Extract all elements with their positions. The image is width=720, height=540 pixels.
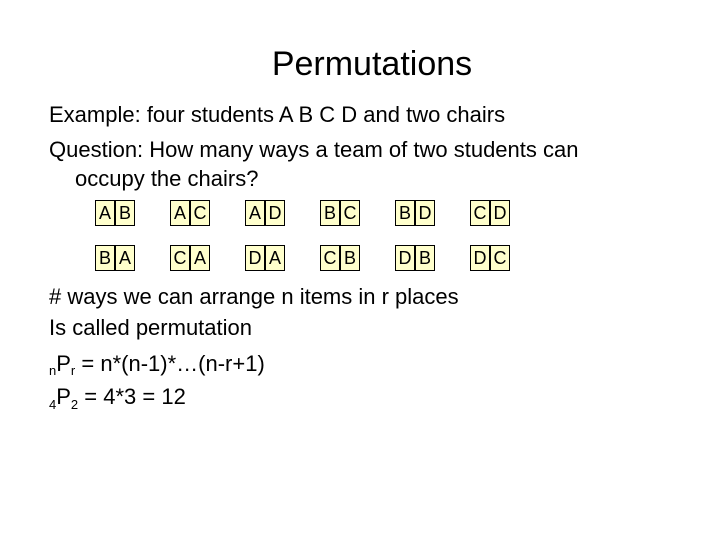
student-pair — [245, 245, 313, 269]
student-pair — [170, 245, 238, 269]
student-pair — [320, 200, 388, 224]
second-chair-cell: A — [115, 245, 135, 271]
second-chair-cell: B — [115, 200, 135, 226]
second-chair-cell: C — [490, 245, 510, 271]
student-pair — [470, 200, 538, 224]
student-pair — [395, 200, 463, 224]
second-chair-cell: D — [490, 200, 510, 226]
student-pair — [320, 245, 388, 269]
first-chair-cell: C — [170, 245, 190, 271]
slide-title: Permutations — [271, 45, 473, 83]
formula-rest: = n*(n-1)*…(n-r+1) — [75, 351, 265, 376]
question-text-line1: Question: How many ways a team of two students can — [49, 137, 579, 162]
student-pair — [395, 245, 463, 269]
formula-p: P — [56, 351, 71, 376]
first-chair-cell: D — [470, 245, 490, 271]
example-n-subscript: 4 — [49, 397, 57, 412]
first-chair-cell: B — [95, 245, 115, 271]
called-permutation-text: Is called permutation — [49, 315, 252, 340]
ways-text: # ways we can arrange n items in r places — [49, 284, 459, 309]
second-chair-cell: A — [190, 245, 210, 271]
second-chair-cell: B — [415, 245, 435, 271]
first-chair-cell: C — [470, 200, 490, 226]
student-pair — [170, 200, 238, 224]
general-formula — [49, 350, 265, 385]
formula-r-subscript: r — [70, 363, 76, 378]
question-text-line2: occupy the chairs? — [75, 166, 259, 191]
second-chair-cell: B — [340, 245, 360, 271]
first-chair-cell: C — [320, 245, 340, 271]
second-chair-cell: D — [265, 200, 285, 226]
student-pair — [245, 200, 313, 224]
first-chair-cell: A — [245, 200, 265, 226]
first-chair-cell: D — [395, 245, 415, 271]
first-chair-cell: B — [320, 200, 340, 226]
example-p: P — [56, 384, 71, 409]
student-pair — [95, 200, 163, 224]
first-chair-cell: D — [245, 245, 265, 271]
first-chair-cell: A — [170, 200, 190, 226]
second-chair-cell: D — [415, 200, 435, 226]
second-chair-cell: A — [265, 245, 285, 271]
pairs-grid — [95, 200, 538, 269]
second-chair-cell: C — [340, 200, 360, 226]
example-r-subscript: 2 — [70, 397, 79, 412]
example-rest: = 4*3 = 12 — [78, 384, 186, 409]
first-chair-cell: A — [95, 200, 115, 226]
student-pair — [95, 245, 163, 269]
student-pair — [470, 245, 538, 269]
second-chair-cell: C — [190, 200, 210, 226]
example-formula — [49, 383, 186, 419]
formula-n-subscript: n — [49, 363, 57, 378]
first-chair-cell: B — [395, 200, 415, 226]
example-text: Example: four students A B C D and two chairs — [49, 102, 506, 127]
